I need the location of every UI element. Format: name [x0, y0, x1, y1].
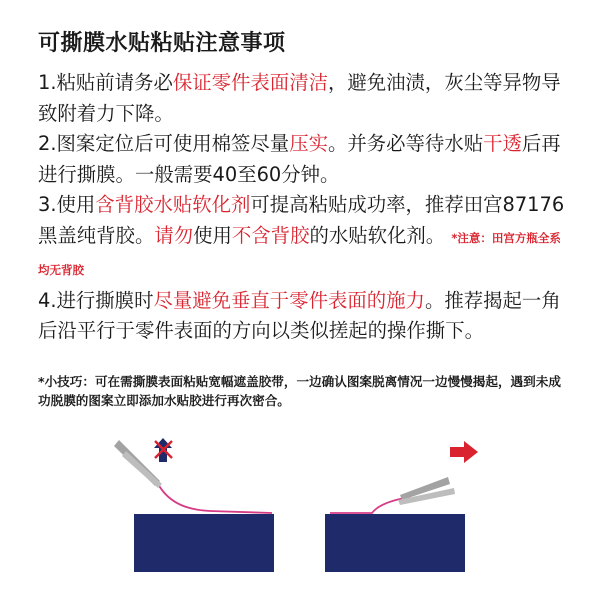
step-2-text-a: 2.图案定位后可使用棉签尽量	[38, 132, 290, 155]
step-1	[38, 68, 566, 129]
step-4	[38, 286, 566, 347]
step-3-text-c: 可提高粘贴成功率，推荐田宫87176黑盖纯背胶。	[38, 193, 565, 247]
wrong-method-illustration	[114, 438, 274, 572]
step-3-text-g: 的水贴软化剂。	[309, 223, 446, 247]
step-1-highlight: 保证零件表面清洁	[172, 71, 328, 94]
left-part-block	[134, 514, 274, 572]
step-2	[38, 129, 566, 190]
step-3-text-e: 使用	[193, 223, 232, 247]
correct-method-illustration	[325, 441, 478, 572]
step-3	[38, 190, 566, 286]
step-2-highlight-1: 压实	[289, 132, 328, 155]
tip-text: *小技巧：可在需撕膜表面粘贴宽幅遮盖胶带，一边确认图案脱离情况一边慢慢揭起，遇到未成功脱膜的图案立即添加水贴胶进行再次密合。	[38, 374, 561, 408]
step-2-text-e: 后再进行撕膜。一般需要40至60分钟。	[38, 132, 561, 186]
step-3-highlight-2: 请勿	[154, 223, 194, 247]
step-1-text-c: ，避免油渍，灰尘等异物导致附着力下降。	[38, 71, 561, 125]
step-3-text-a: 3.使用	[38, 193, 96, 216]
step-2-text-c: 。并务必等待水贴	[327, 132, 484, 155]
step-4-text-a: 4.进行撕膜时	[38, 288, 154, 312]
step-3-highlight-3: 不含背胶	[231, 223, 310, 247]
step-1-text-a: 1.粘贴前请务必	[38, 71, 173, 94]
right-tweezers-icon	[398, 477, 455, 505]
arrow-right-icon	[450, 441, 478, 463]
peeling-diagram	[0, 430, 600, 600]
left-film-line	[158, 484, 272, 513]
step-4-highlight: 尽量避免垂直于零件表面的施力	[153, 288, 425, 312]
page-title: 可撕膜水贴粘贴注意事项	[38, 31, 286, 56]
right-part-block	[325, 514, 465, 572]
instruction-list	[38, 68, 566, 347]
right-film-line	[330, 497, 410, 513]
step-4-text-c: 。推荐揭起一角后沿平行于零件表面的方向以类似搓起的操作撕下。	[38, 288, 561, 342]
step-3-highlight-1: 含背胶水贴软化剂	[95, 193, 251, 216]
step-3-note: *注意：田宫方瓶全系均无背胶	[38, 230, 561, 277]
arrow-up-crossed-icon	[154, 438, 172, 462]
step-2-highlight-2: 干透	[483, 132, 522, 155]
